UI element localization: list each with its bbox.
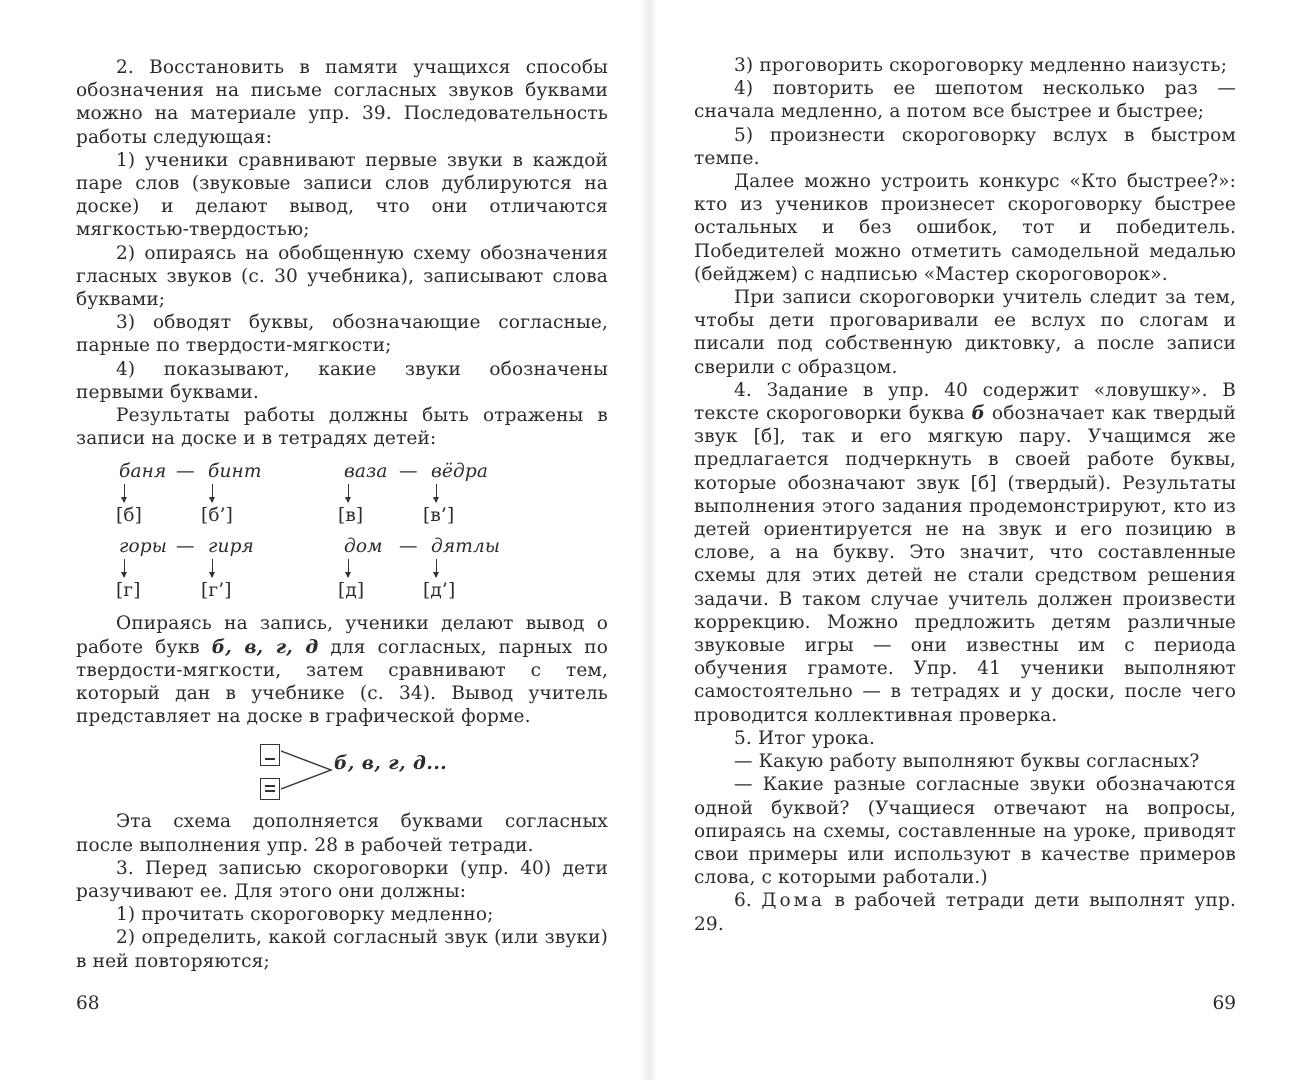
left-text-column — [76, 56, 608, 973]
letter-emphasis: б — [971, 403, 986, 425]
scheme-dash: — — [176, 536, 195, 558]
paragraph: 5) произнести скороговорку вслух в быстром темпе. — [694, 124, 1236, 169]
text-run: обозначает как твердый звук [б], так и его мягкую пару. Учащимся же предлагается подчеркнуть в своей работе буквы, которые обозначают звук [б] (твердый). Результаты выполнения этого задания продемонстрируют, кто из детей ориентируется не на звук и его позицию в слове, а на букву. Это значит, что составленные схемы для этих детей не стали средством решения задачи. В таком случае учитель должен произвести коррекцию. Можно предложить детям различные звуковые игры — они известны им с периода обучения грамоте. Упр. 41 ученики выполняют самостоятельно — в тетрадях и у доски, после чего проводится коллективная проверка. — [694, 403, 1236, 726]
down-arrow-icon — [348, 559, 349, 577]
branch-arrow-icon — [281, 748, 333, 792]
down-arrow-icon — [436, 484, 437, 502]
book-gutter — [640, 0, 658, 1080]
scheme-sound: [г’] — [201, 580, 232, 602]
text-run: для согласных, парных по твердости-мягкости, затем сравнивают с тем, который дан в учебнике (с. 34). Вывод учитель представляет на доске в графической форме. — [76, 636, 608, 728]
page-number: 68 — [76, 993, 100, 1014]
graph-letters: б, в, г, д... — [334, 753, 448, 775]
hard-sound-box-icon — [260, 778, 280, 800]
scheme-word: ваза — [344, 461, 388, 483]
scheme-word: вёдра — [431, 461, 489, 483]
letters-emphasis: б, в, г, д — [211, 636, 319, 658]
right-text-column — [694, 54, 1236, 936]
paragraph: — Какие разные согласные звуки обозначаются одной буквой? (Учащиеся отвечают на вопросы, опираясь на схемы, составленные на уроке, приводят свои примеры или используют в качестве примеров слова, с которыми работали.) — [694, 774, 1236, 889]
scheme-dash: — — [176, 461, 195, 483]
graphic-scheme — [76, 734, 608, 804]
scheme-word: баня — [119, 461, 167, 483]
down-arrow-icon — [212, 559, 213, 577]
paragraph: При записи скороговорки учитель следит за тем, чтобы дети проговаривали ее вслух по слогам и писали под собственную диктовку, а после записи сверили с образцом. — [694, 287, 1236, 378]
paragraph: Эта схема дополняется буквами согласных после выполнения упр. 28 в рабочей тетради. — [76, 811, 608, 856]
paragraph: 1) прочитать скороговорку медленно; — [116, 904, 494, 926]
scheme-word: горы — [119, 536, 167, 558]
paragraph: Результаты работы должны быть отражены в записи на доске и в тетрадях детей: — [76, 405, 608, 450]
text-run: Опираясь на запись, ученики делают вывод о работе букв — [76, 613, 608, 658]
paragraph: Далее можно устроить конкурс «Кто быстрее?»: кто из учеников произнесет скороговорку быстрее остальных и без ошибок, тот и победитель. Победителей можно отметить самодельной медалью (бейджем) с надписью «Мастер скороговорок». — [694, 171, 1236, 285]
paragraph: 3) проговорить скороговорку медленно наизусть; — [734, 55, 1228, 76]
scheme-sound: [д’] — [423, 580, 456, 602]
paragraph — [694, 379, 1236, 727]
scheme-dash: — — [399, 461, 418, 483]
paragraph: 2) определить, какой согласный звук (или звуки) в ней повторяются; — [76, 927, 608, 972]
scheme-sound: [г] — [116, 580, 141, 602]
paragraph — [76, 612, 608, 728]
scheme-dash: — — [399, 536, 418, 558]
spaced-word: Дома — [761, 890, 826, 912]
paragraph: 5. Итог урока. — [734, 727, 876, 749]
paragraph: — Какую работу выполняют буквы согласных? — [734, 751, 1200, 773]
scheme-word: гиря — [208, 536, 254, 558]
paragraph: 1) ученики сравнивают первые звуки в каждой паре слов (звуковые записи слов дублируются на доске) и делают вывод, что они отличаются мягкостью-твердостью; — [76, 149, 608, 241]
scheme-sound: [в’] — [423, 505, 455, 527]
scheme-sound: [б’] — [201, 505, 234, 527]
paragraph: 3. Перед записью скороговорки (упр. 40) дети разучивают ее. Для этого они должны: — [76, 857, 608, 903]
scheme-sound: [д] — [338, 580, 365, 602]
paragraph: 4) повторить ее шепотом несколько раз — сначала медленно, а потом все быстрее и быстрее; — [694, 78, 1236, 123]
scheme-sound: [в] — [338, 505, 364, 527]
text-run: в рабочей тетради дети выполнят упр. 29. — [694, 890, 1236, 935]
down-arrow-icon — [124, 559, 125, 577]
down-arrow-icon — [348, 484, 349, 502]
down-arrow-icon — [124, 484, 125, 502]
scheme-sound: [б] — [116, 505, 143, 527]
scheme-word: дом — [344, 536, 383, 558]
scheme-word: дятлы — [431, 536, 501, 558]
paragraph: 3) обводят буквы, обозначающие согласные, парные по твердости-мягкости; — [76, 312, 608, 357]
paragraph: 4) показывают, какие звуки обозначены первыми буквами. — [76, 358, 608, 403]
word-sound-scheme — [76, 456, 608, 606]
text-run: 4. Задание в упр. 40 содержит «ловушку». В тексте скороговорки буква — [694, 379, 1236, 425]
paragraph: 2) опираясь на обобщенную схему обозначения гласных звуков (с. 30 учебника), записывают слова буквами; — [76, 242, 608, 311]
scheme-word: бинт — [208, 461, 262, 483]
text-run: 6. — [734, 890, 762, 912]
down-arrow-icon — [212, 484, 213, 502]
page-number: 69 — [1212, 993, 1236, 1014]
soft-sound-box-icon — [260, 744, 280, 766]
paragraph — [694, 889, 1236, 935]
down-arrow-icon — [436, 559, 437, 577]
paragraph: 2. Восстановить в памяти учащихся способы обозначения на письме согласных звуков буквами можно на материале упр. 39. Последовательность работы следующая: — [76, 57, 608, 148]
